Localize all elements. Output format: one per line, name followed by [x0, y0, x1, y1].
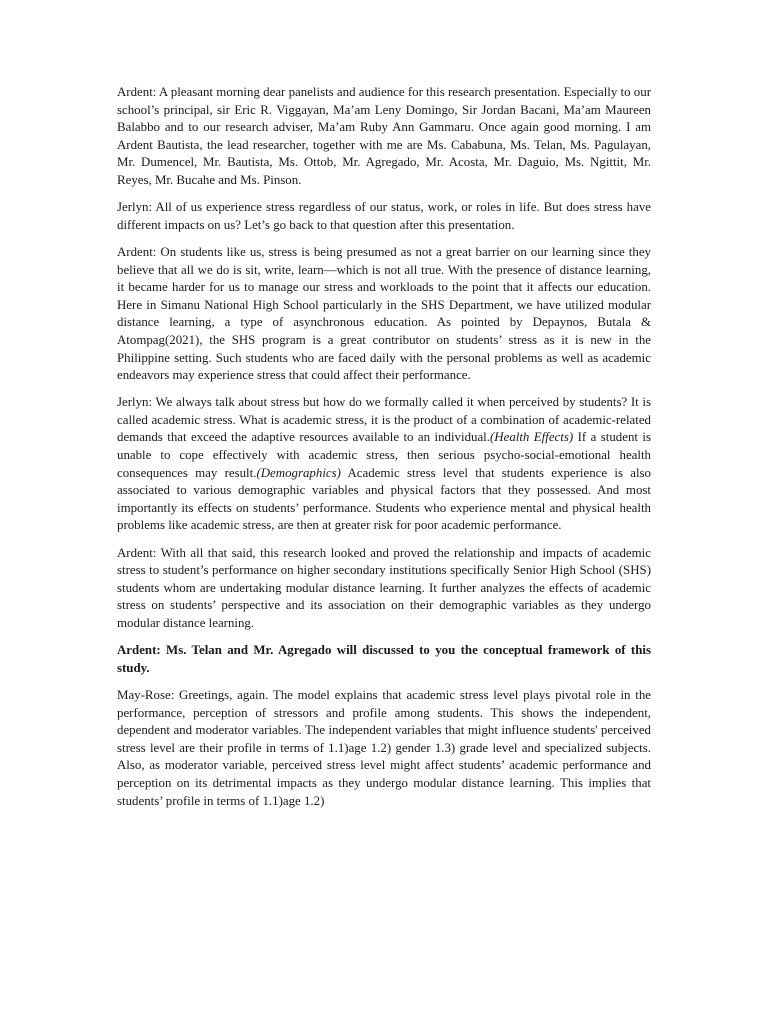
- academic-stress-text-1: Jerlyn: We always talk about stress but how do we formally called it when perceived by students? It is called academic stress. What is academic stress, it is the product of a combination of academic-related demands that exceed the adaptive resources available to an individual.: [117, 395, 651, 445]
- health-effects-label: (Health Effects): [490, 430, 574, 445]
- document-page: [117, 84, 651, 820]
- demographics-label: (Demographics): [256, 465, 341, 480]
- paragraph-model-explanation: May-Rose: Greetings, again. The model explains that academic stress level plays pivotal role in the performance, perception of stressors and profile among students. This shows the independent, dependent and moderator variables. The independent variables that might influence students' perceived stress level are their profile in terms of 1.1)age 1.2) gender 1.3) grade level and specialized subjects. Also, as moderator variable, perceived stress level might affect students’ academic performance and perception on its detrimental impacts as they undergo modular distance learning. This implies that students’ profile in terms of 1.1)age 1.2): [117, 687, 651, 808]
- paragraph-distance-learning: Ardent: On students like us, stress is being presumed as not a great barrier on our learning since they believe that all we do is sit, write, learn—which is not all true. With the presence of distance learning, it became harder for us to manage our stress and workloads to the point that it affects our education. Here in Simanu National High School particularly in the SHS Department, we have utilized modular distance learning, a type of asynchronous education. As pointed by Depaynos, Butala & Atompag(2021), the SHS program is a great contributor on students’ stress as it is new in the Philippine setting. Such students who are faced daily with the personal problems as well as academic endeavors may experience stress that could affect their performance.: [117, 244, 651, 383]
- paragraph-academic-stress: [117, 394, 651, 535]
- paragraph-framework-intro: Ardent: Ms. Telan and Mr. Agregado will discussed to you the conceptual framework of this study.: [117, 643, 651, 675]
- paragraph-opening: Ardent: A pleasant morning dear panelists and audience for this research presentation. Especially to our school’s principal, sir Eric R. Viggayan, Ma’am Leny Domingo, Sir Jordan Bacani, Ma’am Maureen Balabbo and to our research adviser, Ma’am Ruby Ann Gammaru. Once again good morning. I am Ardent Bautista, the lead researcher, together with me are Ms. Cababuna, Ms. Telan, Ms. Pagulayan, Mr. Dumencel, Mr. Bautista, Ms. Ottob, Mr. Agregado, Mr. Acosta, Mr. Daguio, Ms. Ngittit, Mr. Reyes, Mr. Bucahe and Ms. Pinson.: [117, 85, 651, 187]
- academic-stress-text-3: Academic stress level that students experience is also associated to various demographic variables and physical factors that they possessed. And most importantly its effects on students’ performance. Students who experience mental and physical health problems like academic stress, are then at greater risk for poor academic performance.: [117, 465, 651, 533]
- paragraph-research-summary: Ardent: With all that said, this research looked and proved the relationship and impacts of academic stress to student’s performance on higher secondary institutions specifically Senior High School (SHS) students whom are undertaking modular distance learning. It further analyzes the effects of academic stress on students’ perspective and its association on their demographic variables as they undergo modular distance learning.: [117, 545, 651, 630]
- academic-stress-text-2: If a student is unable to cope effectively with academic stress, then serious psycho-social-emotional health consequences may result.: [117, 430, 651, 480]
- paragraph-jerlyn-intro: Jerlyn: All of us experience stress regardless of our status, work, or roles in life. But does stress have different impacts on us? Let’s go back to that question after this presentation.: [117, 200, 651, 232]
